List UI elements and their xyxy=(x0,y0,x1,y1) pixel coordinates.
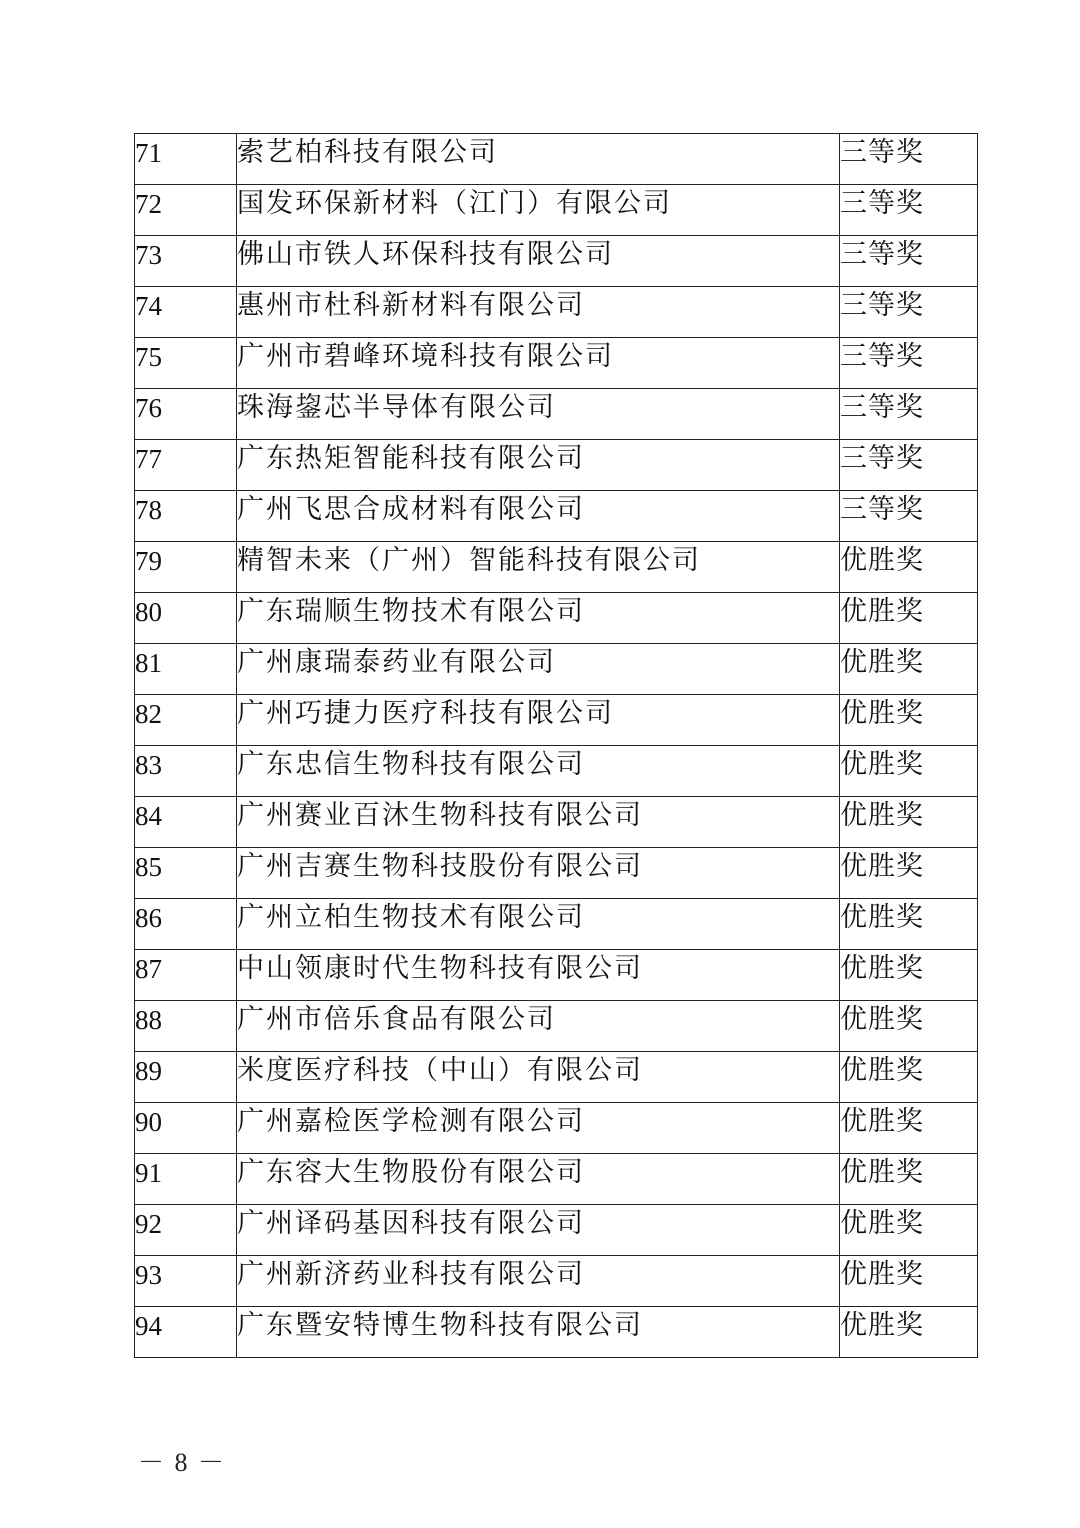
award-level: 优胜奖 xyxy=(840,593,978,644)
award-level: 优胜奖 xyxy=(840,644,978,695)
company-name: 珠海鋆芯半导体有限公司 xyxy=(237,389,840,440)
company-name: 广州飞思合成材料有限公司 xyxy=(237,491,840,542)
company-name: 米度医疗科技（中山）有限公司 xyxy=(237,1052,840,1103)
row-number: 94 xyxy=(135,1307,237,1358)
table-row xyxy=(135,440,978,491)
award-level: 优胜奖 xyxy=(840,1205,978,1256)
award-level: 优胜奖 xyxy=(840,848,978,899)
company-name: 广州立柏生物技术有限公司 xyxy=(237,899,840,950)
table-row xyxy=(135,287,978,338)
award-level: 优胜奖 xyxy=(840,1103,978,1154)
award-level: 优胜奖 xyxy=(840,695,978,746)
award-level: 三等奖 xyxy=(840,236,978,287)
company-name: 广州新济药业科技有限公司 xyxy=(237,1256,840,1307)
award-level: 三等奖 xyxy=(840,287,978,338)
award-level: 优胜奖 xyxy=(840,899,978,950)
company-name: 国发环保新材料（江门）有限公司 xyxy=(237,185,840,236)
company-name: 广州译码基因科技有限公司 xyxy=(237,1205,840,1256)
row-number: 88 xyxy=(135,1001,237,1052)
award-level: 三等奖 xyxy=(840,134,978,185)
row-number: 89 xyxy=(135,1052,237,1103)
table-row xyxy=(135,746,978,797)
row-number: 83 xyxy=(135,746,237,797)
award-level: 优胜奖 xyxy=(840,746,978,797)
table-row xyxy=(135,134,978,185)
awards-table xyxy=(134,133,978,1358)
row-number: 74 xyxy=(135,287,237,338)
company-name: 广州赛业百沐生物科技有限公司 xyxy=(237,797,840,848)
award-level: 三等奖 xyxy=(840,185,978,236)
table-row xyxy=(135,593,978,644)
table-row xyxy=(135,1205,978,1256)
row-number: 93 xyxy=(135,1256,237,1307)
company-name: 广东容大生物股份有限公司 xyxy=(237,1154,840,1205)
company-name: 索艺柏科技有限公司 xyxy=(237,134,840,185)
company-name: 广州吉赛生物科技股份有限公司 xyxy=(237,848,840,899)
award-level: 优胜奖 xyxy=(840,1154,978,1205)
row-number: 84 xyxy=(135,797,237,848)
company-name: 精智未来（广州）智能科技有限公司 xyxy=(237,542,840,593)
table-row xyxy=(135,848,978,899)
row-number: 77 xyxy=(135,440,237,491)
award-level: 优胜奖 xyxy=(840,1001,978,1052)
table-row xyxy=(135,899,978,950)
table-row xyxy=(135,695,978,746)
company-name: 广州嘉检医学检测有限公司 xyxy=(237,1103,840,1154)
table-row xyxy=(135,236,978,287)
award-level: 三等奖 xyxy=(840,338,978,389)
award-level: 三等奖 xyxy=(840,389,978,440)
table-row xyxy=(135,950,978,1001)
award-level: 优胜奖 xyxy=(840,950,978,1001)
row-number: 78 xyxy=(135,491,237,542)
company-name: 惠州市杜科新材料有限公司 xyxy=(237,287,840,338)
table-row xyxy=(135,797,978,848)
row-number: 85 xyxy=(135,848,237,899)
company-name: 广州康瑞泰药业有限公司 xyxy=(237,644,840,695)
table-row xyxy=(135,1154,978,1205)
table-row xyxy=(135,338,978,389)
table-row xyxy=(135,491,978,542)
table-row xyxy=(135,1103,978,1154)
page-number: － 8 － xyxy=(138,1448,227,1477)
company-name: 广东暨安特博生物科技有限公司 xyxy=(237,1307,840,1358)
row-number: 92 xyxy=(135,1205,237,1256)
company-name: 广州巧捷力医疗科技有限公司 xyxy=(237,695,840,746)
award-level: 优胜奖 xyxy=(840,542,978,593)
company-name: 广东忠信生物科技有限公司 xyxy=(237,746,840,797)
company-name: 中山领康时代生物科技有限公司 xyxy=(237,950,840,1001)
award-level: 三等奖 xyxy=(840,491,978,542)
company-name: 广东瑞顺生物技术有限公司 xyxy=(237,593,840,644)
row-number: 72 xyxy=(135,185,237,236)
row-number: 71 xyxy=(135,134,237,185)
table-row xyxy=(135,542,978,593)
row-number: 90 xyxy=(135,1103,237,1154)
table-row xyxy=(135,185,978,236)
award-level: 优胜奖 xyxy=(840,1256,978,1307)
table-row xyxy=(135,1001,978,1052)
award-level: 优胜奖 xyxy=(840,1052,978,1103)
row-number: 79 xyxy=(135,542,237,593)
awards-table-body xyxy=(135,134,978,1358)
company-name: 佛山市铁人环保科技有限公司 xyxy=(237,236,840,287)
row-number: 73 xyxy=(135,236,237,287)
table-row xyxy=(135,644,978,695)
company-name: 广州市倍乐食品有限公司 xyxy=(237,1001,840,1052)
row-number: 82 xyxy=(135,695,237,746)
award-level: 优胜奖 xyxy=(840,797,978,848)
table-row xyxy=(135,1256,978,1307)
award-level: 优胜奖 xyxy=(840,1307,978,1358)
row-number: 80 xyxy=(135,593,237,644)
table-row xyxy=(135,1052,978,1103)
row-number: 76 xyxy=(135,389,237,440)
row-number: 87 xyxy=(135,950,237,1001)
row-number: 75 xyxy=(135,338,237,389)
row-number: 86 xyxy=(135,899,237,950)
row-number: 81 xyxy=(135,644,237,695)
table-row xyxy=(135,389,978,440)
row-number: 91 xyxy=(135,1154,237,1205)
table-row xyxy=(135,1307,978,1358)
company-name: 广州市碧峰环境科技有限公司 xyxy=(237,338,840,389)
award-level: 三等奖 xyxy=(840,440,978,491)
company-name: 广东热矩智能科技有限公司 xyxy=(237,440,840,491)
